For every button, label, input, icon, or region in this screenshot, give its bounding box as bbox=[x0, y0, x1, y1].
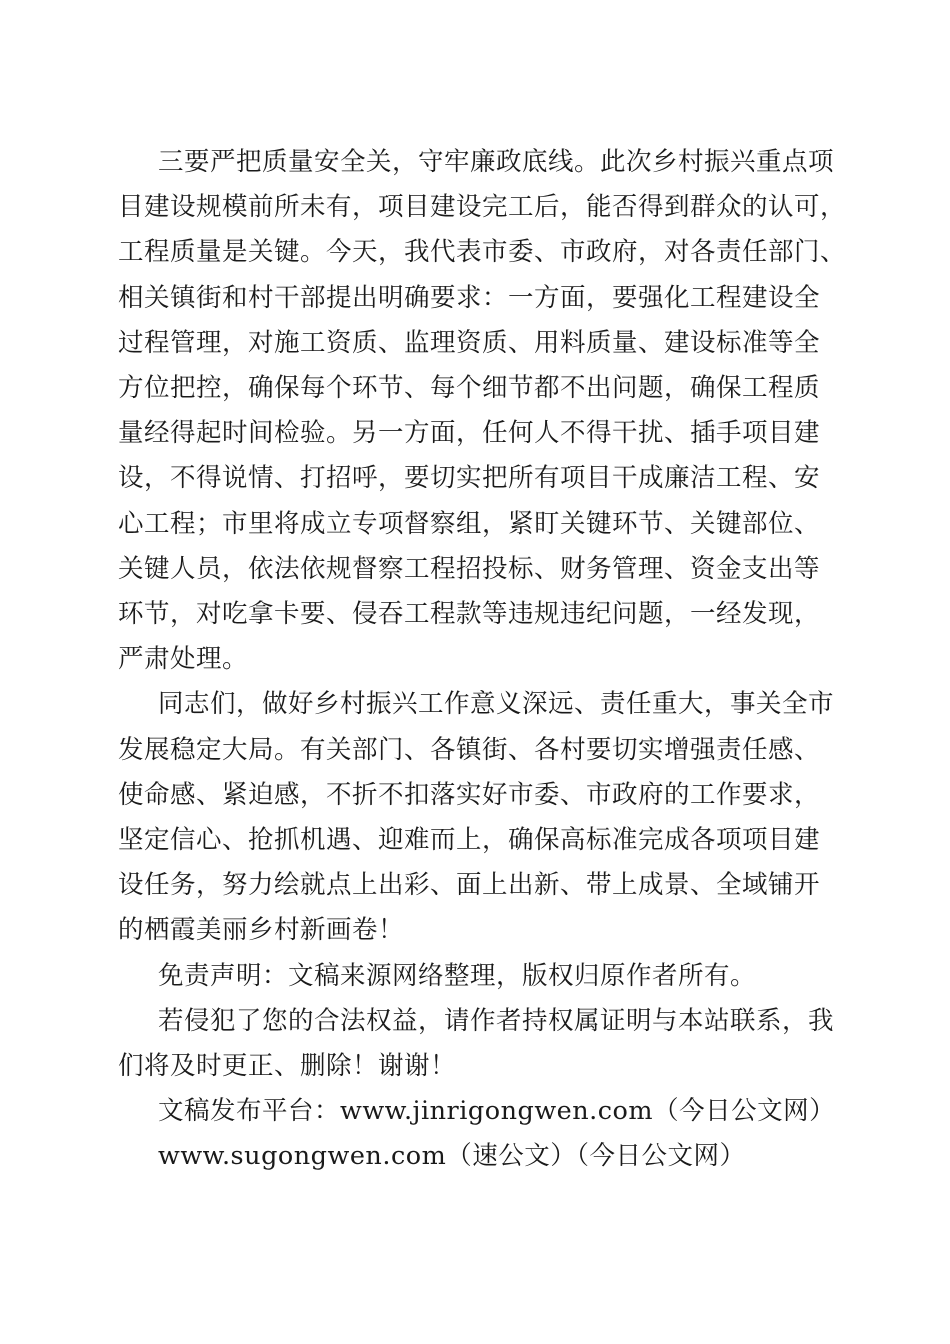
paragraph-quality-safety bbox=[118, 140, 847, 682]
text-line: 三要严把质量安全关，守牢廉政底线。此次乡村振兴重点项 bbox=[158, 147, 835, 177]
disclaimer-text: 免责声明：文稿来源网络整理，版权归原作者所有。 bbox=[158, 960, 757, 991]
text-line: 使命感、紧迫感，不折不扣落实好市委、市政府的工作要求， bbox=[118, 779, 821, 810]
document-body bbox=[118, 140, 847, 1180]
text-line: 量经得起时间检验。另一方面，任何人不得干扰、插手项目建 bbox=[118, 418, 821, 449]
text-line: 们将及时更正、删除！谢谢！ bbox=[118, 1051, 457, 1082]
text-line: 方位把控，确保每个环节、每个细节都不出问题，确保工程质 bbox=[118, 373, 821, 404]
alt-sites-text: www.sugongwen.com（速公文）（今日公文网） bbox=[158, 1141, 746, 1172]
text-line: 过程管理，对施工资质、监理资质、用料质量、建设标准等全 bbox=[118, 327, 821, 358]
alt-sites-paragraph bbox=[118, 1134, 830, 1179]
text-line: 同志们，做好乡村振兴工作意义深远、责任重大，事关全市 bbox=[158, 689, 835, 720]
text-line: 设，不得说情、打招呼，要切实把所有项目干成廉洁工程、安 bbox=[118, 463, 821, 494]
text-line: 心工程；市里将成立专项督察组，紧盯关键环节、关键部位、 bbox=[118, 508, 821, 539]
text-line: 目建设规模前所未有，项目建设完工后，能否得到群众的认可， bbox=[118, 192, 847, 223]
disclaimer-paragraph bbox=[118, 954, 830, 999]
text-line: 严肃处理。 bbox=[118, 644, 249, 675]
publish-platform-text: 文稿发布平台：www.jinrigongwen.com（今日公文网） bbox=[158, 1096, 836, 1127]
infringement-paragraph bbox=[118, 999, 835, 1089]
text-line: 的栖霞美丽乡村新画卷！ bbox=[118, 915, 405, 946]
text-line: 若侵犯了您的合法权益，请作者持权属证明与本站联系，我 bbox=[158, 1005, 835, 1036]
text-line: 发展稳定大局。有关部门、各镇街、各村要切实增强责任感、 bbox=[118, 734, 821, 765]
publish-platform-paragraph bbox=[118, 1089, 836, 1134]
text-line: 环节，对吃拿卡要、侵吞工程款等违规违纪问题，一经发现， bbox=[118, 599, 821, 630]
text-line: 设任务，努力绘就点上出彩、面上出新、带上成景、全域铺开 bbox=[118, 870, 821, 901]
text-line: 工程质量是关键。今天，我代表市委、市政府，对各责任部门、 bbox=[118, 237, 847, 268]
text-line: 相关镇街和村干部提出明确要求：一方面，要强化工程建设全 bbox=[118, 282, 821, 313]
paragraph-closing-remarks bbox=[118, 682, 835, 953]
text-line: 坚定信心、抢抓机遇、迎难而上，确保高标准完成各项项目建 bbox=[118, 825, 821, 856]
text-line: 关键人员，依法依规督察工程招投标、财务管理、资金支出等 bbox=[118, 553, 821, 584]
